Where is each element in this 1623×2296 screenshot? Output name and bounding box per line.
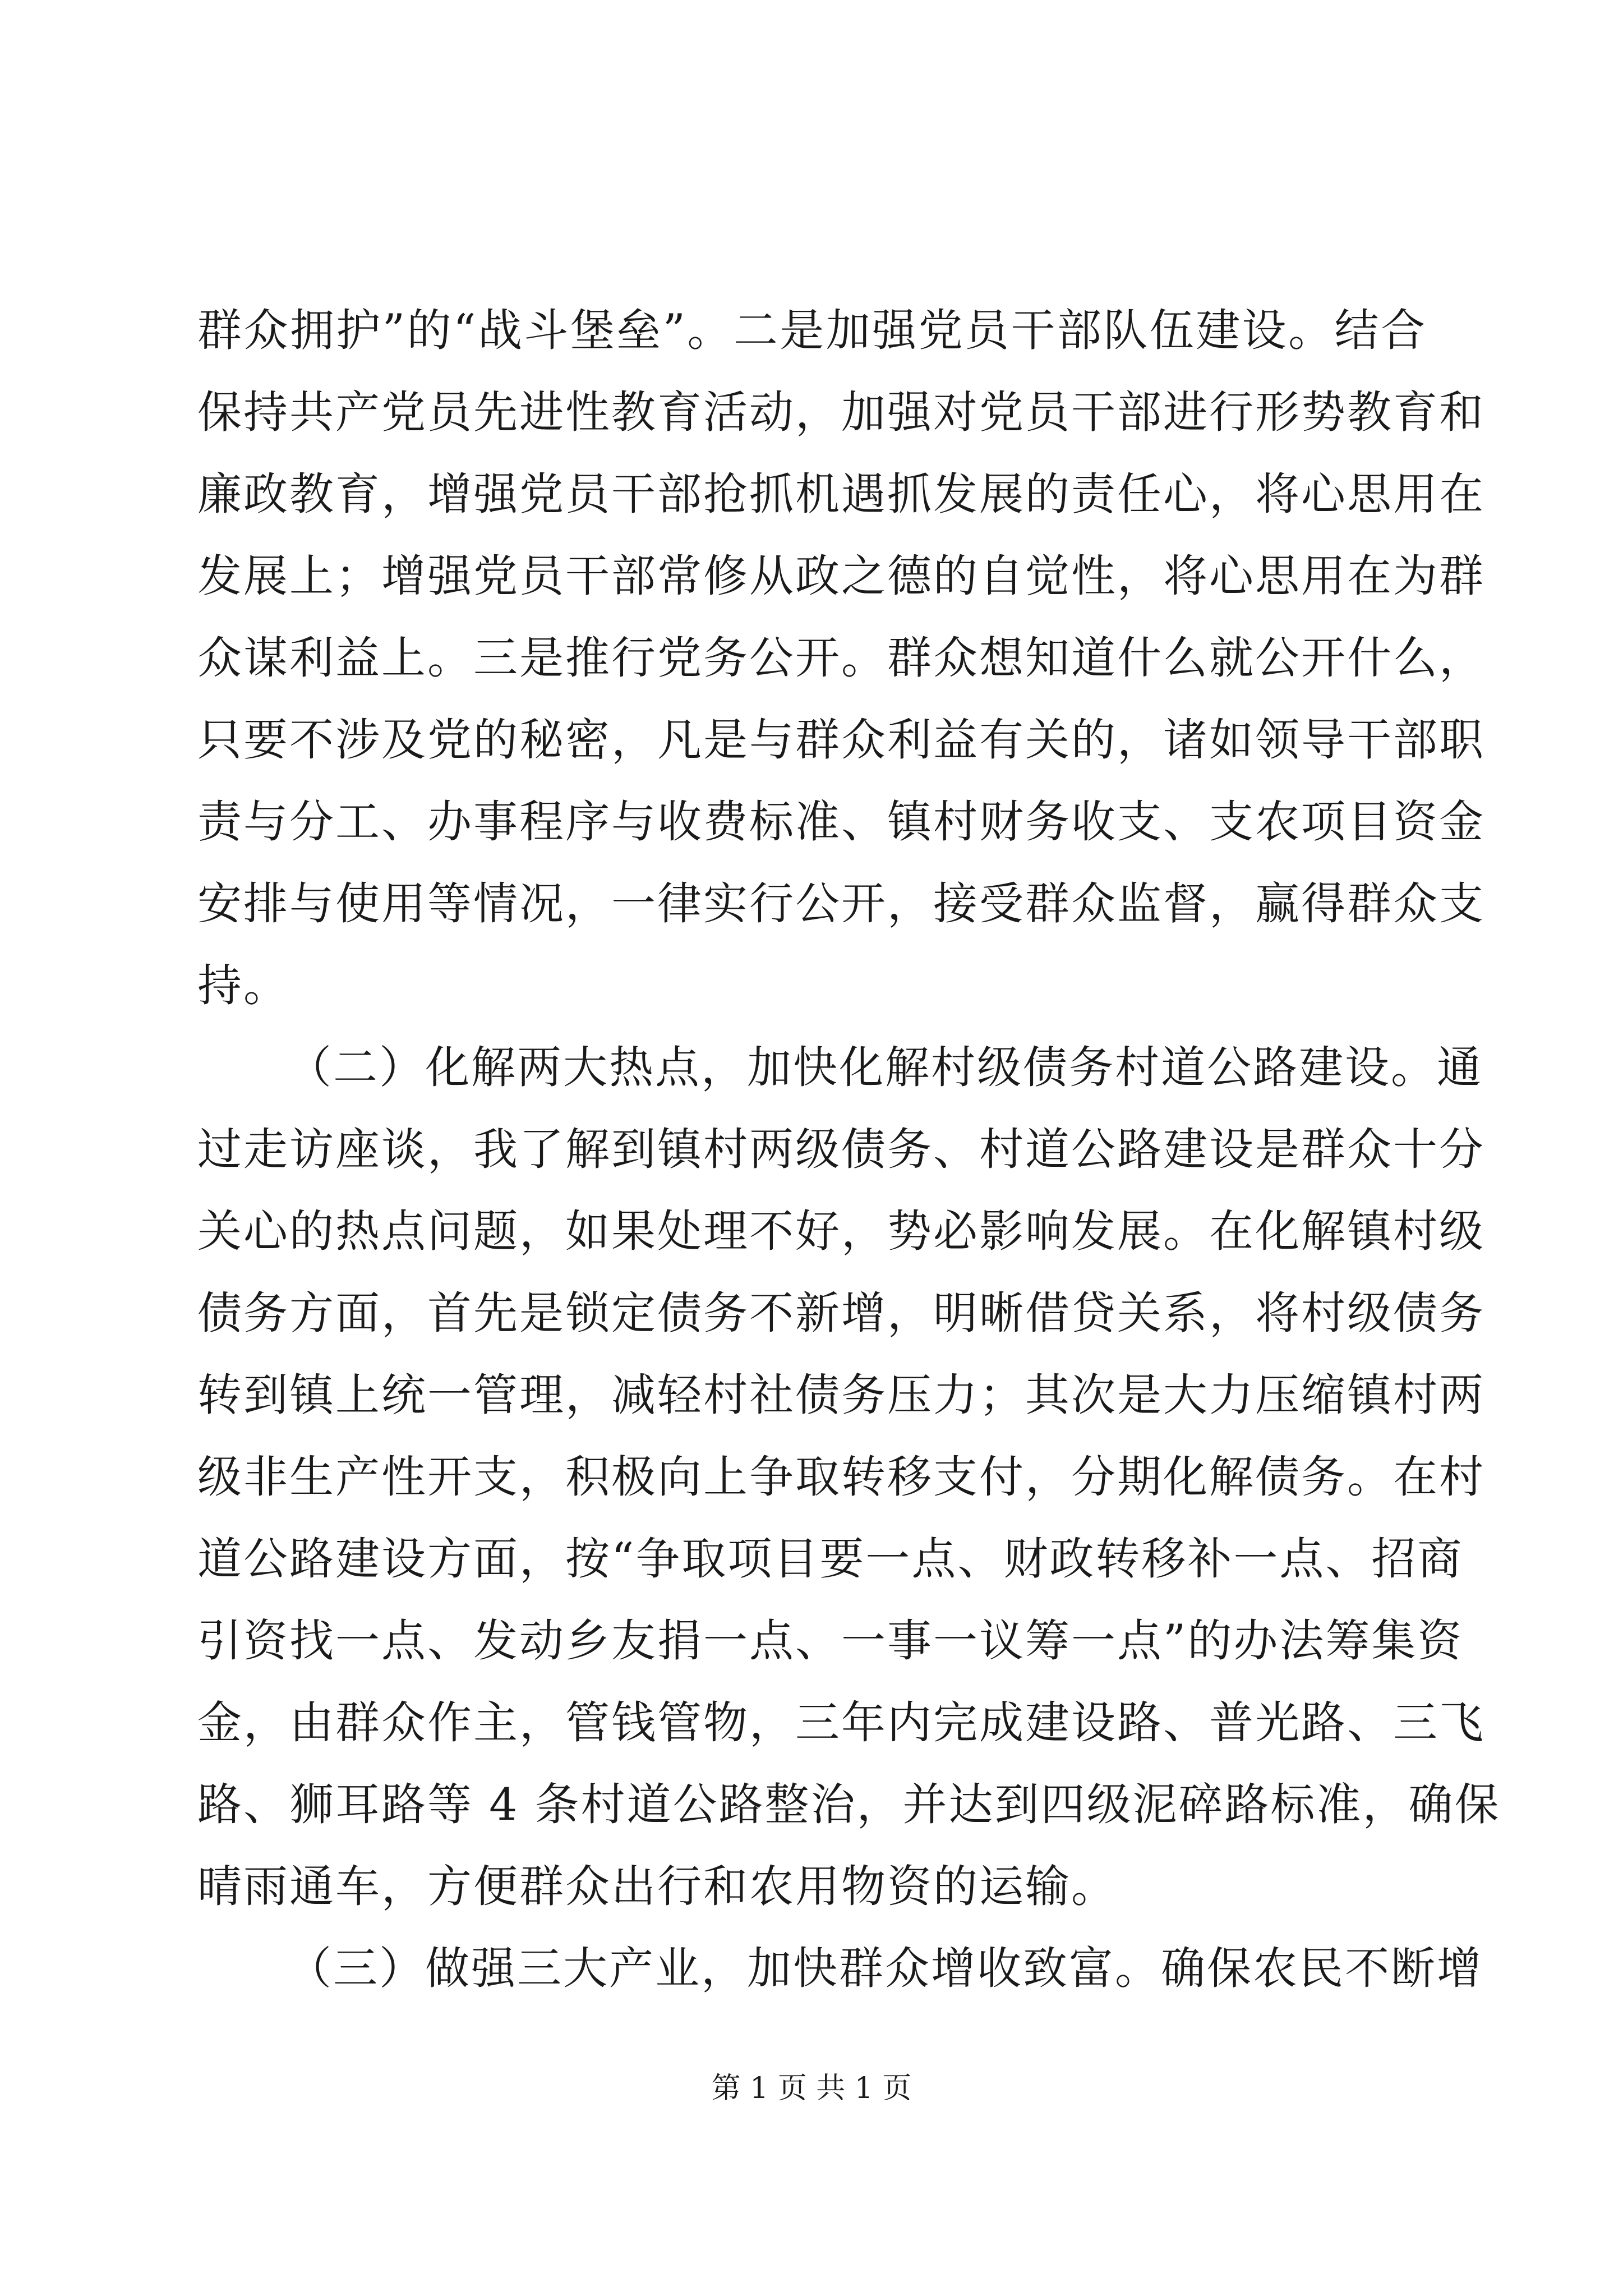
page-footer: 第 1 页 共 1 页 xyxy=(711,2072,912,2105)
text-line: 只要不涉及党的秘密，凡是与群众利益有关的，诸如领导干部职 xyxy=(197,714,1485,766)
text-line: 转到镇上统一管理，减轻村社债务压力；其次是大力压缩镇村两 xyxy=(197,1369,1485,1421)
text-line: 道公路建设方面，按“争取项目要一点、财政转移补一点、招商 xyxy=(197,1533,1464,1585)
text-line: 晴雨通车，方便群众出行和农用物资的运输。 xyxy=(197,1861,1117,1912)
text-line: 金，由群众作主，管钱管物，三年内完成建设路、普光路、三飞 xyxy=(197,1697,1485,1749)
text-line: 持。 xyxy=(197,960,289,1011)
text-line: 路、狮耳路等 4 条村道公路整治，并达到四级泥碎路标准，确保 xyxy=(197,1779,1501,1830)
text-line: 过走访座谈，我了解到镇村两级债务、村道公路建设是群众十分 xyxy=(197,1124,1485,1175)
text-line: 发展上；增强党员干部常修从政之德的自觉性，将心思用在为群 xyxy=(197,550,1485,602)
text-line: 廉政教育，增强党员干部抢抓机遇抓发展的责任心，将心思用在 xyxy=(197,468,1485,520)
document-body xyxy=(197,289,1501,2009)
text-line: 群众拥护”的“战斗堡垒”。二是加强党员干部队伍建设。结合 xyxy=(197,305,1427,356)
text-line: 保持共产党员先进性教育活动，加强对党员干部进行形势教育和 xyxy=(197,386,1485,438)
text-line: （二）化解两大热点，加快化解村级债务村道公路建设。通 xyxy=(287,1042,1483,1093)
text-line: （三）做强三大产业，加快群众增收致富。确保农民不断增 xyxy=(287,1943,1483,1994)
text-line: 关心的热点问题，如果处理不好，势必影响发展。在化解镇村级 xyxy=(197,1205,1485,1257)
text-line: 安排与使用等情况，一律实行公开，接受群众监督，赢得群众支 xyxy=(197,878,1485,930)
text-line: 众谋利益上。三是推行党务公开。群众想知道什么就公开什么， xyxy=(197,632,1485,684)
text-line: 引资找一点、发动乡友捐一点、一事一议筹一点”的办法筹集资 xyxy=(197,1615,1464,1667)
text-line: 责与分工、办事程序与收费标准、镇村财务收支、支农项目资金 xyxy=(197,796,1485,848)
text-line: 债务方面，首先是锁定债务不新增，明晰借贷关系，将村级债务 xyxy=(197,1287,1485,1339)
text-line: 级非生产性开支，积极向上争取转移支付，分期化解债务。在村 xyxy=(197,1451,1485,1503)
